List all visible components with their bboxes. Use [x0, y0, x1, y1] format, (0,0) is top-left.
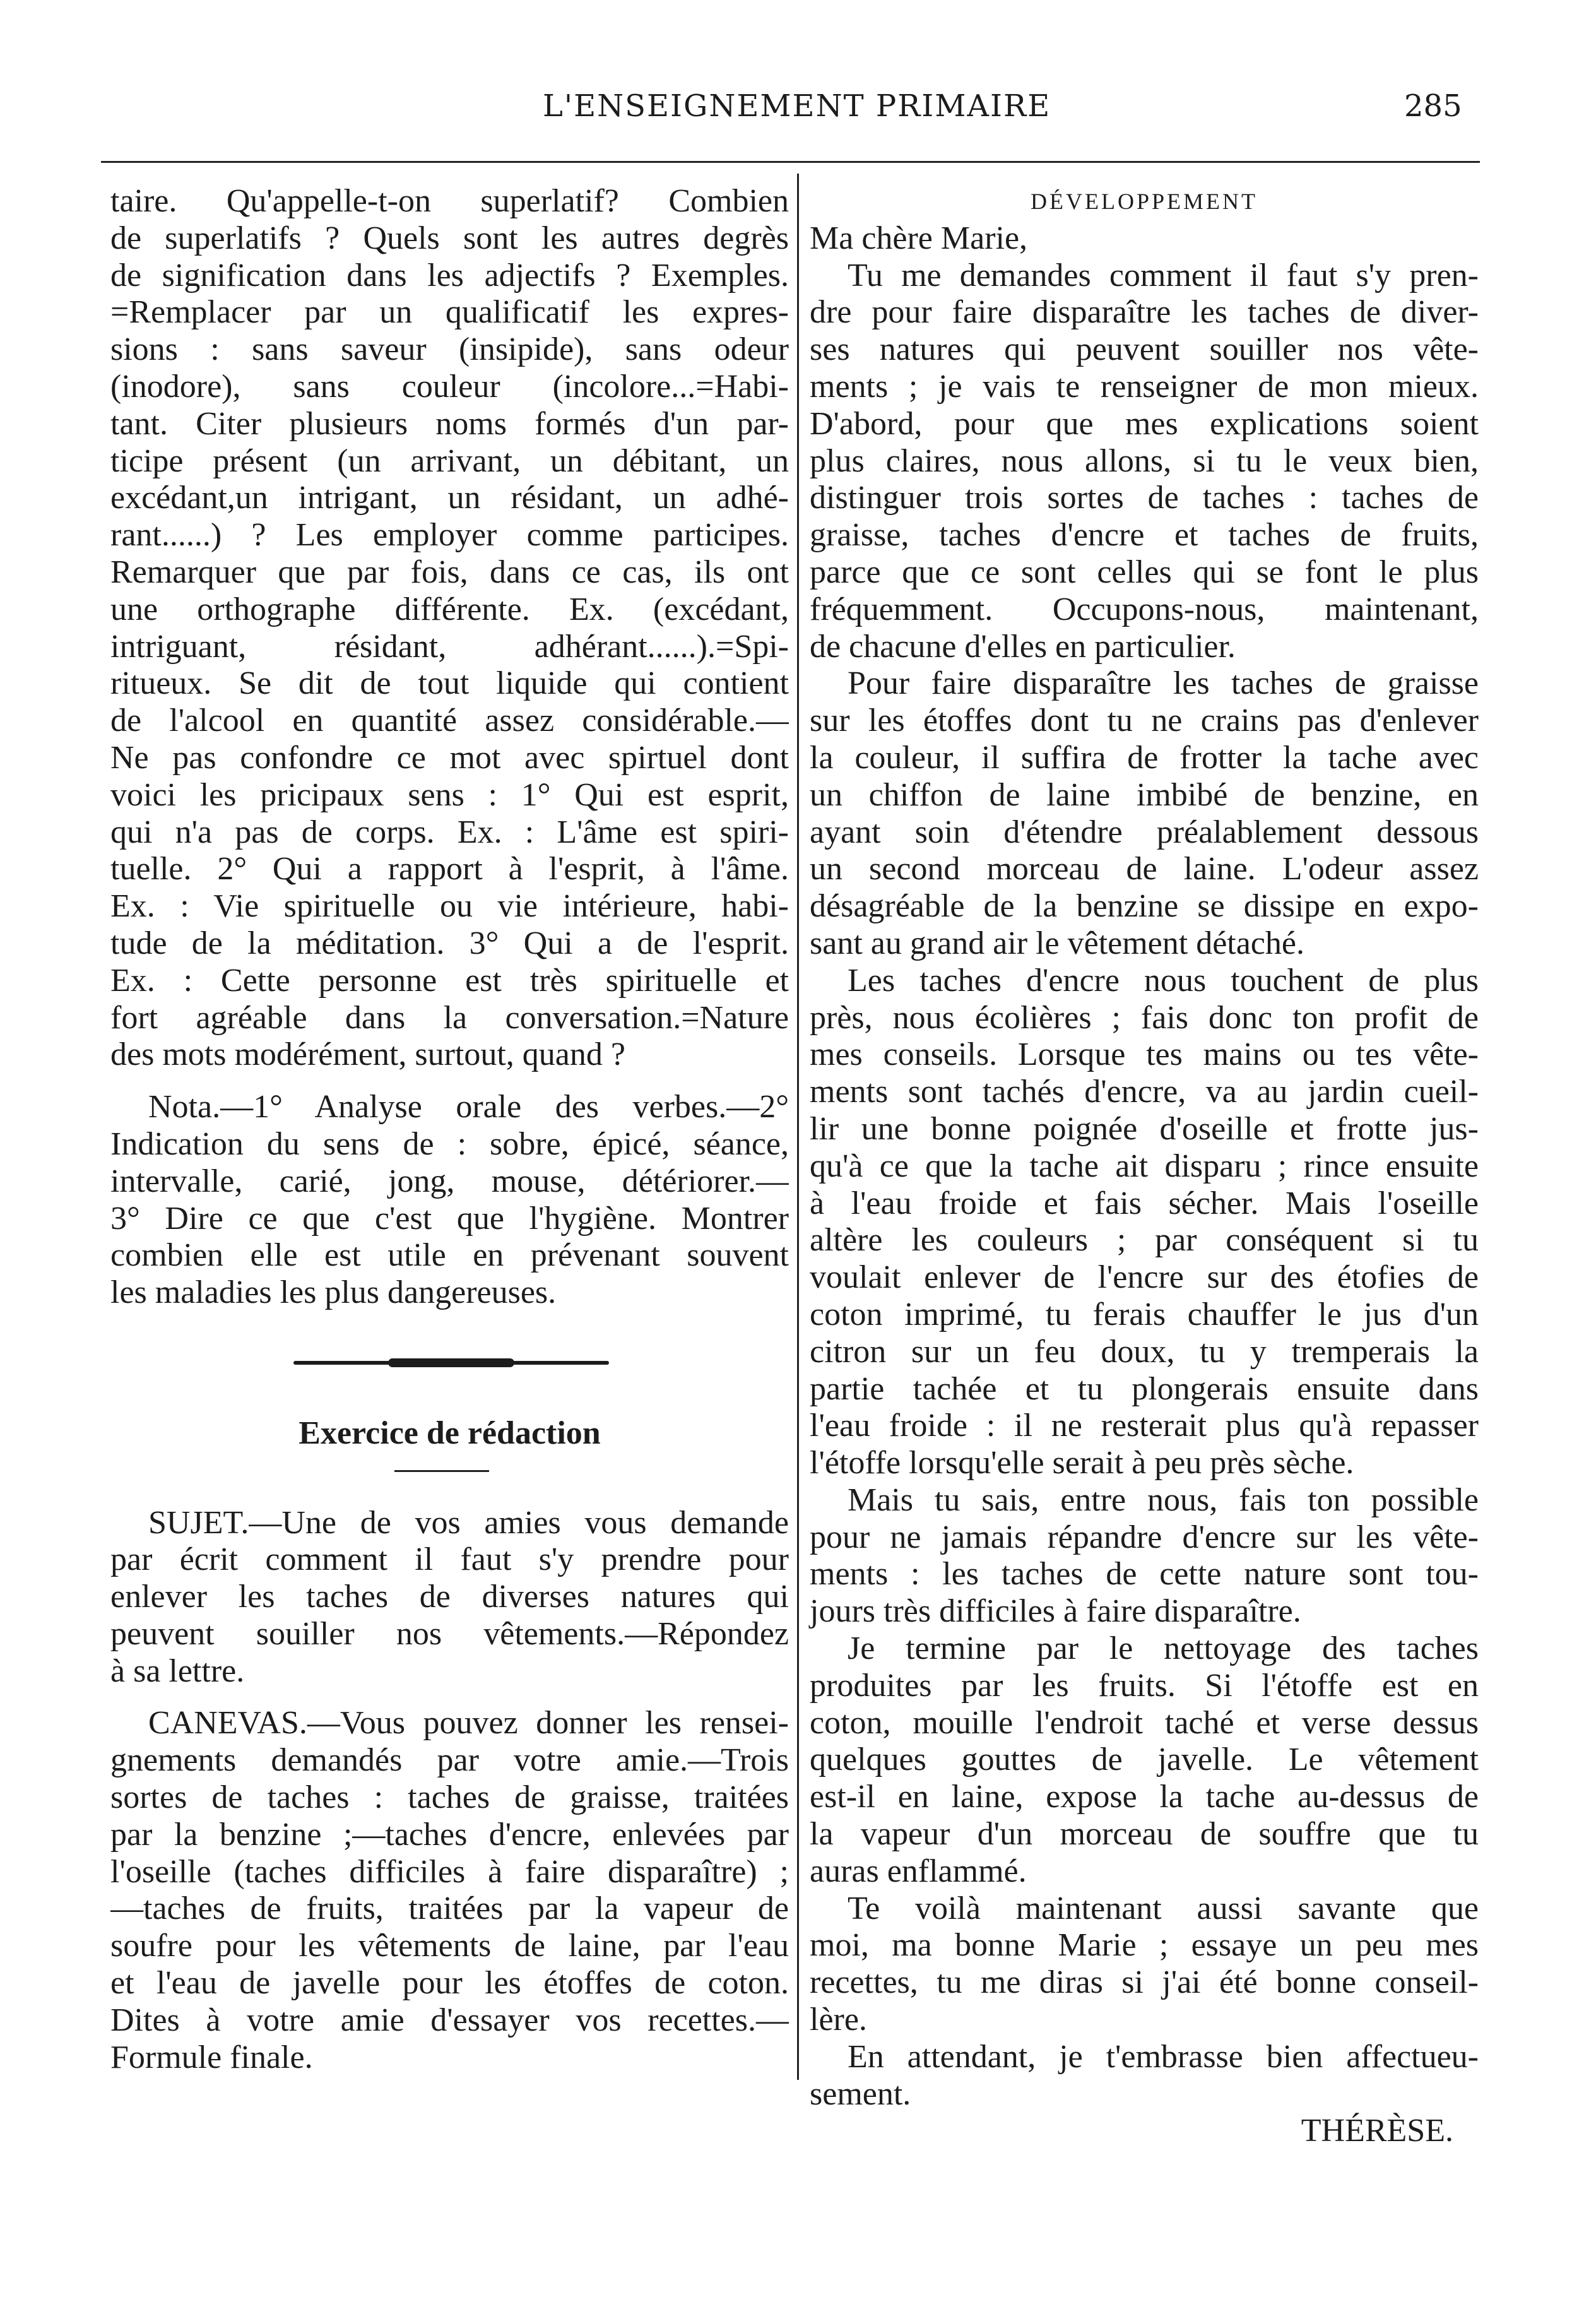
text-line: de chacune d'elles en particulier. [810, 628, 1236, 665]
text-line: une orthographe différente. Ex. (excédant, [110, 591, 789, 627]
text-line: =Remplacer par un qualificatif les expres- [110, 294, 789, 331]
text-line: Te voilà maintenant aussi savante que [848, 1890, 1479, 1926]
text-line: lir une bonne poignée d'oseille et frotte jus- [810, 1110, 1479, 1147]
right-column [810, 183, 1479, 2150]
text-line: ses natures qui peuvent souiller nos vête- [810, 331, 1479, 368]
text-line: graisse, taches d'encre et taches de fruits, [810, 517, 1479, 554]
header-rule [101, 161, 1480, 163]
text-line: coton imprimé, tu ferais chauffer le jus d'un [810, 1296, 1479, 1332]
text-line: partie tachée et tu plongerais ensuite dans [810, 1370, 1479, 1407]
text-line: qui n'a pas de corps. Ex. : L'âme est spiri- [110, 814, 789, 850]
text-line: coton, mouille l'endroit taché et verse dessus [810, 1704, 1479, 1741]
column-divider [797, 174, 799, 2080]
text-line: moi, ma bonne Marie ; essaye un peu mes [810, 1927, 1479, 1964]
running-title: L'ENSEIGNEMENT PRIMAIRE [543, 88, 1051, 124]
text-line: par écrit comment il faut s'y prendre pour [110, 1541, 789, 1578]
heading-rule [110, 1452, 789, 1490]
text-line: sions : sans saveur (insipide), sans odeur [110, 331, 789, 368]
text-line: la vapeur d'un morceau de souffre que tu [810, 1816, 1479, 1853]
text-line: ments ; je vais te renseigner de mon mieux. [810, 368, 1479, 405]
text-line: combien elle est utile en prévenant souvent [110, 1237, 789, 1274]
text-line: (inodore), sans couleur (incolore...=Habi- [110, 368, 789, 405]
text-line: produites par les fruits. Si l'étoffe est en [810, 1667, 1479, 1704]
text-line: altère les couleurs ; par conséquent si tu [810, 1222, 1479, 1259]
letter-paragraph [810, 963, 1479, 1482]
text-line: tude de la méditation. 3° Qui a de l'esprit. [110, 925, 789, 961]
text-line: citron sur un feu doux, tu y tremperais la [810, 1333, 1479, 1370]
text-line: ticipe présent (un arrivant, un débitant, un [110, 442, 789, 479]
text-line: CANEVAS.—Vous pouvez donner les rensei- [148, 1705, 789, 1742]
nota-paragraph [110, 1089, 789, 1312]
text-line: Indication du sens de : sobre, épicé, séance, [110, 1125, 789, 1162]
text-line: sant au grand air le vêtement détaché. [810, 925, 1304, 961]
text-line: de superlatifs ? Quels sont les autres degrès [110, 220, 789, 256]
text-line: l'étoffe lorsqu'elle serait à peu près sèche. [810, 1445, 1354, 1481]
text-line: près, nous écolières ; fais donc ton profit de [810, 999, 1479, 1036]
text-line: Remarquer que par fois, dans ce cas, ils ont [110, 554, 789, 590]
text-line: tuelle. 2° Qui a rapport à l'esprit, à l'âme. [110, 851, 789, 887]
text-line: quelques gouttes de javelle. Le vêtement [810, 1742, 1479, 1778]
text-line: En attendant, je t'embrasse bien affectueu- [848, 2038, 1479, 2075]
text-line: la couleur, il suffira de frotter la tache avec [810, 739, 1479, 776]
text-line: Pour faire disparaître les taches de graisse [848, 665, 1479, 702]
text-line: fort agréable dans la conversation.=Nature [110, 999, 789, 1036]
text-line: tant. Citer plusieurs noms formés d'un par- [110, 405, 789, 442]
text-line: les maladies les plus dangereuses. [110, 1274, 557, 1311]
letter-paragraph [810, 1482, 1479, 1630]
text-line: des mots modérément, surtout, quand ? [110, 1036, 625, 1073]
page-number: 285 [1404, 88, 1462, 124]
left-column [110, 183, 789, 2076]
text-line: Ex. : Cette personne est très spirituelle et [110, 962, 789, 999]
text-line: l'eau froide : il ne resterait plus qu'à repasser [810, 1408, 1479, 1444]
text-line: rant......) ? Les employer comme participes. [110, 517, 789, 554]
text-line: Mais tu sais, entre nous, fais ton possible [848, 1481, 1479, 1518]
text-line: pour ne jamais répandre d'encre sur les vête- [810, 1519, 1479, 1555]
text-line: gnements demandés par votre amie.—Trois [110, 1742, 789, 1779]
text-line: peuvent souiller nos vêtements.—Répondez [110, 1615, 789, 1652]
text-line: soufre pour les vêtements de laine, par l'eau [110, 1928, 789, 1964]
text-line: Formule finale. [110, 2039, 313, 2075]
page-header [101, 88, 1489, 139]
text-line: intriguant, résidant, adhérant......).=Spi- [110, 628, 789, 665]
ornament-divider [110, 1312, 789, 1400]
text-line: lère. [810, 2002, 867, 2038]
text-line: est-il en laine, expose la tache au-dessus de [810, 1779, 1479, 1815]
text-line: Je termine par le nettoyage des taches [848, 1630, 1479, 1667]
text-line: par la benzine ;—taches d'encre, enlevées par [110, 1816, 789, 1853]
text-line: D'abord, pour que mes explications soient [810, 405, 1479, 442]
text-line: de signification dans les adjectifs ? Exemples. [110, 257, 789, 294]
text-line: auras enflammé. [810, 1853, 1027, 1889]
signature: THÉRÈSE. [1301, 2113, 1453, 2149]
text-line: intervalle, carié, jong, mouse, détériorer.— [110, 1163, 789, 1199]
text-line: ments sont tachés d'encre, va au jardin cueil- [810, 1074, 1479, 1110]
text-line: un second morceau de laine. L'odeur assez [810, 851, 1479, 887]
text-line: sur les étoffes dont tu ne crains pas d'enlever [810, 703, 1479, 739]
text-line: enlever les taches de diverses natures qui [110, 1579, 789, 1615]
development-title: DÉVELOPPEMENT [1031, 189, 1258, 214]
grammar-exercise-text [110, 183, 789, 1074]
text-line: recettes, tu me diras si j'ai été bonne conseil- [810, 1964, 1479, 2001]
text-line: dre pour faire disparaître les taches de diver- [810, 294, 1479, 331]
text-line: ments : les taches de cette nature sont tou- [810, 1556, 1479, 1593]
text-line: voici les pricipaux sens : 1° Qui est esprit, [110, 776, 789, 813]
letter-paragraph [810, 1890, 1479, 2039]
text-line: Nota.—1° Analyse orale des verbes.—2° [148, 1089, 789, 1125]
text-line: de l'alcool en quantité assez considérable.— [110, 703, 789, 739]
text-line: parce que ce sont celles qui se font le plus [810, 554, 1479, 590]
text-line: sement. [810, 2075, 911, 2112]
salutation: Ma chère Marie, [810, 220, 1028, 256]
outline-paragraph [110, 1705, 789, 2076]
text-line: à sa lettre. [110, 1653, 245, 1689]
letter-paragraph [810, 258, 1479, 666]
text-line: SUJET.—Une de vos amies vous demande [148, 1504, 789, 1541]
text-line: un chiffon de laine imbibé de benzine, en [810, 776, 1479, 813]
text-line: taire. Qu'appelle-t-on superlatif? Combien [110, 183, 789, 219]
letter-paragraph [810, 665, 1479, 962]
text-line: ayant soin d'étendre préalablement dessous [810, 814, 1479, 850]
text-line: qu'à ce que la tache ait disparu ; rince ensuite [810, 1148, 1479, 1184]
text-line: et l'eau de javelle pour les étoffes de coton. [110, 1965, 789, 2002]
letter-paragraph [810, 2039, 1479, 2113]
letter-paragraph [810, 1630, 1479, 1890]
text-line: sortes de taches : taches de graisse, traitées [110, 1779, 789, 1816]
text-line: l'oseille (taches difficiles à faire disparaître) ; [110, 1853, 789, 1890]
text-line: ritueux. Se dit de tout liquide qui contient [110, 665, 789, 702]
text-line: Les taches d'encre nous touchent de plus [848, 962, 1479, 999]
text-line: à l'eau froide et fais sécher. Mais l'oseille [810, 1185, 1479, 1221]
exercise-heading: Exercice de rédaction [299, 1415, 601, 1451]
text-line: 3° Dire ce que c'est que l'hygiène. Montrer [110, 1200, 789, 1237]
text-line: voulait enlever de l'encre sur des étofies de [810, 1259, 1479, 1296]
text-line: distinguer trois sortes de taches : taches de [810, 480, 1479, 516]
text-line: mes conseils. Lorsque tes mains ou tes vête- [810, 1036, 1479, 1073]
text-line: désagréable de la benzine se dissipe en expo- [810, 888, 1479, 925]
text-line: Ex. : Vie spirituelle ou vie intérieure, habi- [110, 888, 789, 925]
text-line: jours très difficiles à faire disparaître. [810, 1593, 1301, 1630]
subject-paragraph [110, 1505, 789, 1690]
text-line: excédant,un intrigant, un résidant, un adhé- [110, 480, 789, 516]
text-line: Tu me demandes comment il faut s'y pren- [848, 257, 1479, 294]
text-line: Ne pas confondre ce mot avec spirtuel dont [110, 739, 789, 776]
text-line: Dites à votre amie d'essayer vos recettes.— [110, 2002, 789, 2038]
text-line: fréquemment. Occupons-nous, maintenant, [810, 591, 1479, 627]
text-line: —taches de fruits, traitées par la vapeur de [110, 1890, 789, 1927]
text-line: plus claires, nous allons, si tu le veux bien, [810, 442, 1479, 479]
